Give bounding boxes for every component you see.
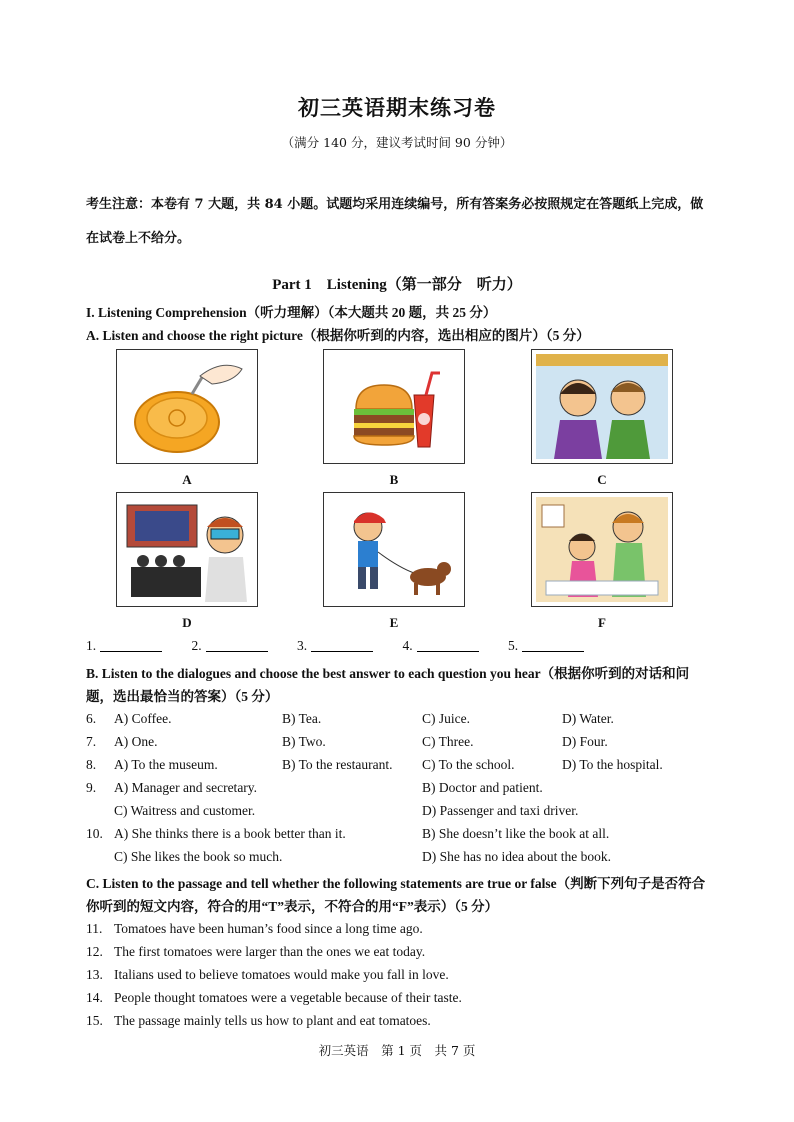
blank-label: 5. xyxy=(508,638,519,653)
picture-e xyxy=(323,492,465,607)
part-title: Part 1 Listening（第一部分 听力） xyxy=(272,277,522,293)
blank-label: 3. xyxy=(297,638,308,653)
picture-c xyxy=(531,349,673,464)
option: C) To the school. xyxy=(422,757,515,772)
option: C) Juice. xyxy=(422,711,470,726)
option: D) Four. xyxy=(562,734,608,749)
section-heading: I. Listening Comprehension（听力理解）（本大题共 20 题，共 25 分） xyxy=(86,305,497,320)
picture-label-e: E xyxy=(389,615,399,630)
statement: People thought tomatoes were a vegetable because of their taste. xyxy=(114,990,462,1005)
boy-walking-dog-icon xyxy=(328,497,460,602)
picture-label-d: D xyxy=(182,615,192,630)
page-footer: 初三英语 第 1 页 共 7 页 xyxy=(318,1043,476,1058)
page-title: 初三英语期末练习卷 xyxy=(298,95,496,120)
answer-blank[interactable] xyxy=(417,637,479,652)
blank-label: 2. xyxy=(191,638,202,653)
picture-label-c: C xyxy=(597,472,607,487)
question-number: 12. xyxy=(86,944,103,959)
question-number: 11. xyxy=(86,921,103,936)
picture-label-a: A xyxy=(182,472,192,487)
option: B) To the restaurant. xyxy=(282,757,393,772)
picture-f xyxy=(531,492,673,607)
option: D) To the hospital. xyxy=(562,757,663,772)
page-subtitle: （满分 140 分，建议考试时间 90 分钟） xyxy=(281,135,513,150)
option: C) She likes the book so much. xyxy=(114,849,283,864)
picture-d xyxy=(116,492,258,607)
section-c-heading: C. Listen to the passage and tell whether the following statements are true or false（判断下列句子是否符合你听到的短文内容，符合的用“T”表示，不符合的用“F”表示）（5 分） xyxy=(86,876,706,914)
option: A) One. xyxy=(114,734,158,749)
option: B) Doctor and patient. xyxy=(422,780,543,795)
option: D) She has no idea about the book. xyxy=(422,849,611,864)
option: B) Tea. xyxy=(282,711,322,726)
answer-blank[interactable] xyxy=(522,637,584,652)
statement: The first tomatoes were larger than the ones we eat today. xyxy=(114,944,426,959)
question-number: 14. xyxy=(86,990,103,1005)
answer-blank[interactable] xyxy=(311,637,373,652)
answer-blank[interactable] xyxy=(206,637,268,652)
question-number: 6. xyxy=(86,711,97,726)
blank-label: 1. xyxy=(86,638,97,653)
option: B) Two. xyxy=(282,734,326,749)
statement: Italians used to believe tomatoes would make you fall in love. xyxy=(114,967,449,982)
picture-a xyxy=(116,349,258,464)
question-number: 9. xyxy=(86,780,97,795)
option: A) To the museum. xyxy=(114,757,218,772)
question-number: 8. xyxy=(86,757,97,772)
option: A) Manager and secretary. xyxy=(114,780,258,795)
picture-label-b: B xyxy=(389,472,399,487)
question-number: 13. xyxy=(86,967,103,982)
section-a-heading: A. Listen and choose the right picture（根据你听到的内容，选出相应的图片）（5 分） xyxy=(86,328,590,343)
question-number: 7. xyxy=(86,734,97,749)
option: D) Passenger and taxi driver. xyxy=(422,803,579,818)
statement: The passage mainly tells us how to plant and eat tomatoes. xyxy=(114,1013,431,1028)
option: C) Three. xyxy=(422,734,474,749)
picture-label-f: F xyxy=(598,615,606,630)
mooncake-icon xyxy=(122,354,252,459)
hamburger-drink-icon xyxy=(334,357,454,457)
answer-blanks xyxy=(86,637,610,654)
option: A) Coffee. xyxy=(114,711,172,726)
picture-b xyxy=(323,349,465,464)
exam-notice: 考生注意：本卷有 7 大题，共 84 小题。试题均采用连续编号，所有答案务必按照规定在答题纸上完成，做在试卷上不给分。 xyxy=(86,197,704,246)
question-number: 10. xyxy=(86,826,103,841)
option: C) Waitress and customer. xyxy=(114,803,256,818)
answer-blank[interactable] xyxy=(100,637,162,652)
option: A) She thinks there is a book better than it. xyxy=(114,826,346,841)
option: D) Water. xyxy=(562,711,614,726)
section-b-heading: B. Listen to the dialogues and choose the best answer to each question you hear（根据你听到的对话和问题，选出最恰当的答案）（5 分） xyxy=(86,666,690,704)
statement: Tomatoes have been human’s food since a long time ago. xyxy=(114,921,423,936)
question-number: 15. xyxy=(86,1013,103,1028)
two-men-on-bus-icon xyxy=(536,354,668,459)
kids-baking-icon xyxy=(536,497,668,602)
blank-label: 4. xyxy=(402,638,413,653)
option: B) She doesn’t like the book at all. xyxy=(422,826,610,841)
3d-cinema-icon xyxy=(121,497,253,602)
